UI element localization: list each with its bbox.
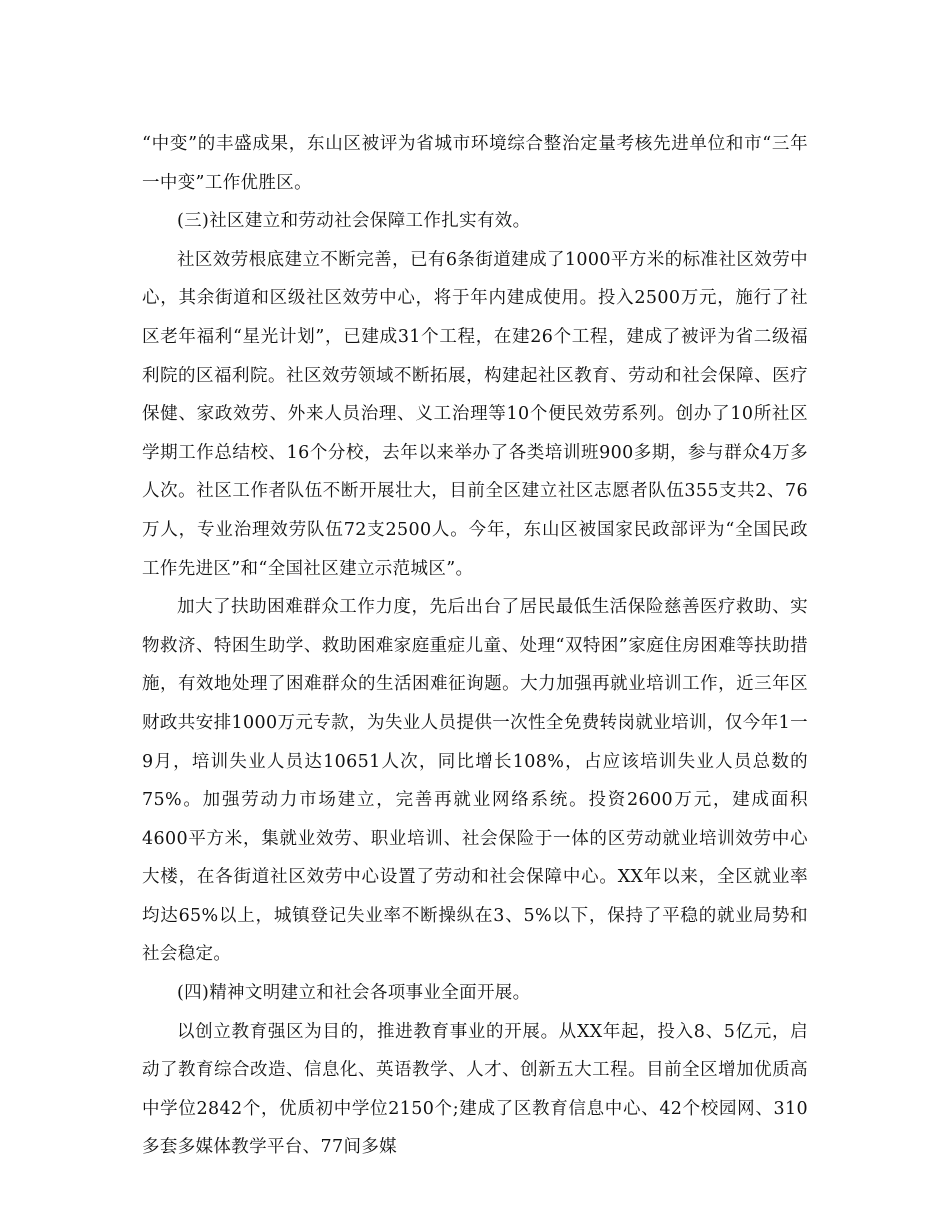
paragraph-community-service: 社区效劳根底建立不断完善，已有6条街道建成了1000平方米的标准社区效劳中心，其余街道和区级社区效劳中心，将于年内建成使用。投入2500万元，施行了社区老年福利“星光计划”，已建成31个工程，在建26个工程，建成了被评为省二级福利院的区福利院。社区效劳领域不断拓展，构建起社区教育、劳动和社会保障、医疗保健、家政效劳、外来人员治理、义工治理等10个便民效劳系列。创办了10所社区学期工作总结校、16个分校，去年以来举办了各类培训班900多期，参与群众4万多人次。社区工作者队伍不断开展壮大，目前全区建立社区志愿者队伍355支共2、76万人，专业治理效劳队伍72支2500人。今年，东山区被国家民政部评为“全国民政工作先进区”和“全国社区建立示范城区”。 [142,249,808,579]
section-heading-4: (四)精神文明建立和社会各项事业全面开展。 [177,983,531,1004]
paragraph-education: 以创立教育强区为目的，推进教育事业的开展。从XX年起，投入8、5亿元，启动了教育综合改造、信息化、英语教学、人才、创新五大工程。目前全区增加优质高中学位2842个，优质初中学位2150个;建成了区教育信息中心、42个校园网、310多套多媒体教学平台、77间多媒 [142,1021,808,1158]
document-body [142,125,808,1167]
section-heading-3: (三)社区建立和劳动社会保障工作扎实有效。 [177,211,531,232]
paragraph-employment-support: 加大了扶助困难群众工作力度，先后出台了居民最低生活保险慈善医疗救助、实物救济、特困生助学、救助困难家庭重症儿童、处理“双特困”家庭住房困难等扶助措施，有效地处理了困难群众的生活困难征询题。大力加强再就业培训工作，近三年区财政共安排1000万元专款，为失业人员提供一次性全免费转岗就业培训，仅今年1一9月，培训失业人员达10651人次，同比增长108%，占应该培训失业人员总数的75%。加强劳动力市场建立，完善再就业网络系统。投资2600万元，建成面积4600平方米，集就业效劳、职业培训、社会保险于一体的区劳动就业培训效劳中心大楼，在各街道社区效劳中心设置了劳动和社会保障中心。XX年以来，全区就业率均达65%以上，城镇登记失业率不断操纵在3、5%以下，保持了平稳的就业局势和社会稳定。 [142,597,808,965]
paragraph-continuation: “中变”的丰盛成果，东山区被评为省城市环境综合整治定量考核先进单位和市“三年一中变”工作优胜区。 [142,134,808,193]
